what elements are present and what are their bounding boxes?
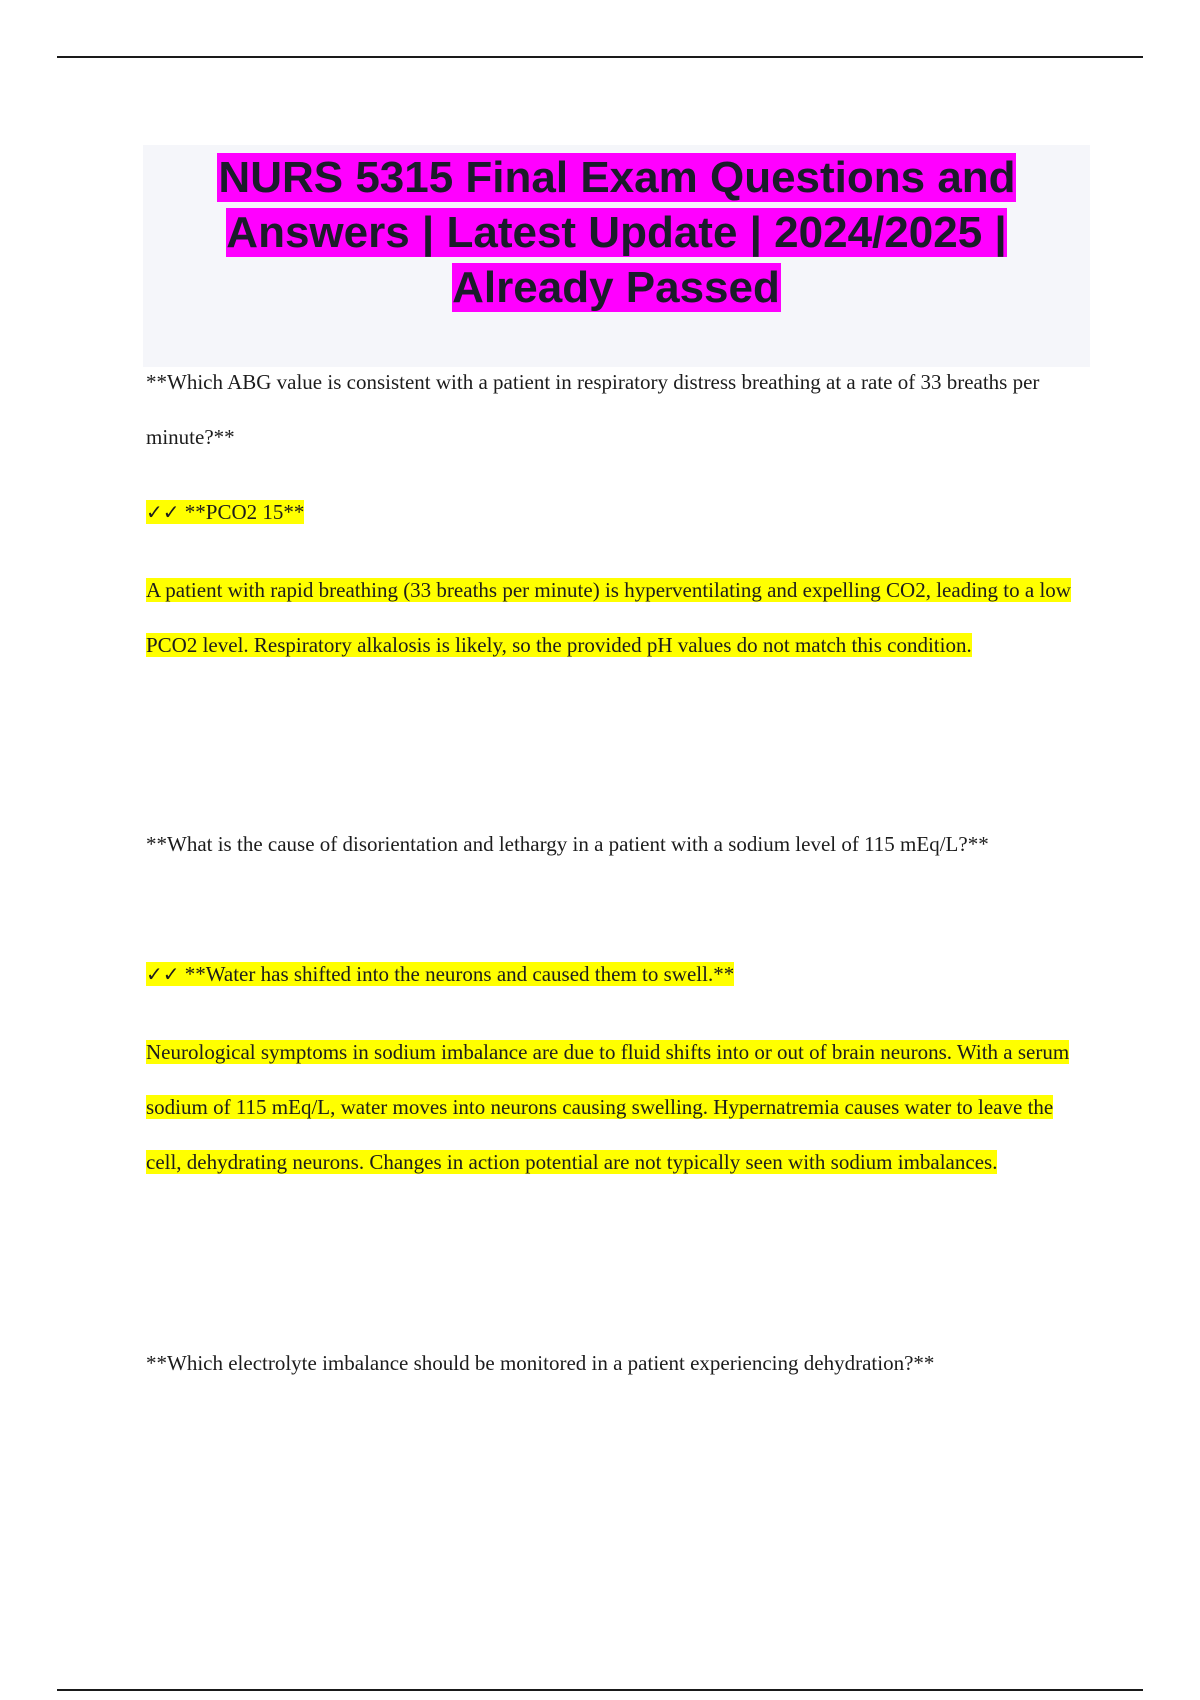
top-rule — [57, 56, 1143, 58]
double-check-icon: ✓✓ — [146, 500, 180, 524]
answer-1-text: **PCO2 15** — [184, 500, 305, 524]
document-title: NURS 5315 Final Exam Questions and Answers | Latest Update | 2024/2025 | Already Passed — [218, 153, 1016, 312]
rationale-2-text: Neurological symptoms in sodium imbalance are due to fluid shifts into or out of brain neurons. With a serum sodium of 115 mEq/L, water moves into neurons causing swelling. Hypernatremia causes water to leave the cell, dehydrating neurons. Changes in action potential are not typically seen with sodium imbalances. — [146, 1040, 1070, 1174]
title-block — [143, 145, 1090, 367]
rationale-1 — [146, 563, 1086, 673]
bottom-rule — [57, 1689, 1143, 1691]
rationale-1-text: A patient with rapid breathing (33 breaths per minute) is hyperventilating and expelling CO2, leading to a low PCO2 level. Respiratory alkalosis is likely, so the provided pH values do not match this condition. — [146, 578, 1071, 657]
answer-1 — [146, 485, 1086, 540]
answer-2-text: **Water has shifted into the neurons and caused them to swell.** — [184, 962, 735, 986]
question-1: **Which ABG value is consistent with a patient in respiratory distress breathing at a rate of 33 breaths per minute?** — [146, 370, 1040, 449]
question-2: **What is the cause of disorientation and lethargy in a patient with a sodium level of 115 mEq/L?** — [146, 832, 989, 856]
question-3: **Which electrolyte imbalance should be monitored in a patient experiencing dehydration?** — [146, 1351, 935, 1375]
rationale-2 — [146, 1025, 1086, 1190]
answer-2 — [146, 947, 1086, 1002]
double-check-icon: ✓✓ — [146, 962, 180, 986]
